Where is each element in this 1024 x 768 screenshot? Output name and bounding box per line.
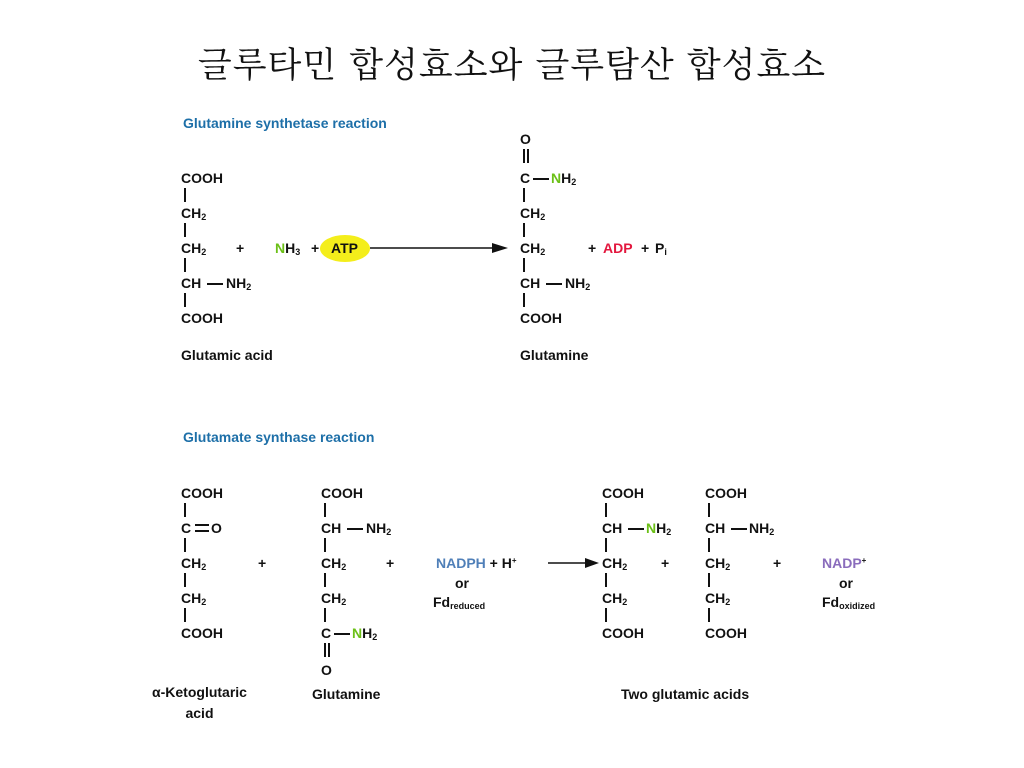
- bond: [184, 503, 186, 517]
- atom-nh2: $NH_2$: [565, 275, 591, 292]
- plus-sign: +: [236, 240, 245, 256]
- pi-label: $P_i$: [655, 240, 667, 257]
- bond: [324, 503, 326, 517]
- reaction-arrow: [548, 555, 600, 571]
- bond: [184, 573, 186, 587]
- atom-cooh: COOH: [181, 170, 223, 186]
- akg-label-line2: acid: [185, 705, 214, 721]
- atom-cooh: COOH: [181, 310, 223, 326]
- double-bond: [195, 524, 209, 526]
- bond: [207, 283, 223, 285]
- atom-ch: CH: [321, 520, 342, 536]
- double-bond: [523, 149, 525, 163]
- bond: [184, 608, 186, 622]
- atom-o: O: [321, 662, 332, 678]
- bond: [731, 528, 747, 530]
- bond: [523, 223, 525, 237]
- atom-nh2: $NH_2$: [366, 520, 392, 537]
- atom-c: C: [181, 520, 192, 536]
- fd-reduced: $Fd_{reduced}$: [433, 594, 486, 611]
- atom-cooh: COOH: [181, 625, 223, 641]
- slide-title: 글루타민 합성효소와 글루탐산 합성효소: [197, 46, 827, 86]
- atom-ch2: $CH_2$: [705, 590, 731, 607]
- bond: [708, 573, 710, 587]
- atom-ch2: $CH_2$: [602, 590, 628, 607]
- atom-ch2: $CH_2$: [321, 590, 347, 607]
- plus-sign: +: [641, 240, 650, 256]
- plus-sign: +: [386, 555, 395, 571]
- nadp-plus: NADP+: [822, 555, 867, 571]
- bond: [605, 538, 607, 552]
- bond: [523, 258, 525, 272]
- or-label: or: [839, 575, 853, 591]
- bond: [184, 223, 186, 237]
- akg-label-line1: α-Ketoglutaric: [152, 684, 247, 700]
- bond: [324, 608, 326, 622]
- atom-ch2: $CH_2$: [181, 240, 207, 257]
- double-bond: [324, 643, 326, 657]
- bond: [533, 178, 549, 180]
- atom-cooh: COOH: [181, 485, 223, 501]
- plus-sign: +: [258, 555, 267, 571]
- atom-ch2: $CH_2$: [181, 590, 207, 607]
- bond: [605, 503, 607, 517]
- atom-ch2: $CH_2$: [520, 240, 546, 257]
- gogat-header: Glutamate synthase reaction: [183, 429, 375, 445]
- atom-ch2: $CH_2$: [705, 555, 731, 572]
- bond: [523, 188, 525, 202]
- atom-ch2: $CH_2$: [602, 555, 628, 572]
- atom-nh2: $NH_2$: [226, 275, 252, 292]
- nadph-h: NADPH + H+: [436, 555, 517, 571]
- bond: [546, 283, 562, 285]
- plus-sign: +: [773, 555, 782, 571]
- glutamic-acid-label: Glutamic acid: [181, 347, 273, 363]
- bond: [184, 258, 186, 272]
- bond: [708, 538, 710, 552]
- atom-c: C: [520, 170, 531, 186]
- atom-cooh: COOH: [705, 485, 747, 501]
- atom-cooh: COOH: [602, 485, 644, 501]
- plus-sign: +: [661, 555, 670, 571]
- atom-ch: CH: [181, 275, 202, 291]
- adp-label: ADP: [603, 240, 633, 256]
- atom-cooh: COOH: [705, 625, 747, 641]
- atom-o: O: [211, 520, 222, 536]
- atom-o: O: [520, 131, 531, 147]
- bond: [184, 188, 186, 202]
- bond: [347, 528, 363, 530]
- two-glutamic-acids-label: Two glutamic acids: [621, 686, 750, 702]
- atom-ch2: $CH_2$: [520, 205, 546, 222]
- fd-oxidized: $Fd_{oxidized}$: [822, 594, 876, 611]
- gs-header: Glutamine synthetase reaction: [183, 115, 387, 131]
- bond: [605, 608, 607, 622]
- atom-ch2: $CH_2$: [181, 555, 207, 572]
- double-bond: [195, 530, 209, 532]
- atom-cooh: COOH: [321, 485, 363, 501]
- reaction-arrow: [370, 240, 510, 256]
- atom-cooh: COOH: [602, 625, 644, 641]
- atom-nh2: $NH_2$: [646, 520, 672, 537]
- atom-ch: CH: [705, 520, 726, 536]
- bond: [523, 293, 525, 307]
- atom-ch: CH: [602, 520, 623, 536]
- glutamine-label: Glutamine: [312, 686, 381, 702]
- bond: [324, 538, 326, 552]
- bond: [708, 503, 710, 517]
- bond: [334, 633, 350, 635]
- plus-sign: +: [588, 240, 597, 256]
- atom-c: C: [321, 625, 332, 641]
- bond: [628, 528, 644, 530]
- double-bond: [527, 149, 529, 163]
- atp-label: ATP: [331, 240, 358, 256]
- atom-ch: CH: [520, 275, 541, 291]
- atom-ch2: $CH_2$: [181, 205, 207, 222]
- bond: [708, 608, 710, 622]
- glutamine-label: Glutamine: [520, 347, 589, 363]
- atom-ch2: $CH_2$: [321, 555, 347, 572]
- bond: [605, 573, 607, 587]
- atom-nh2: $NH_2$: [551, 170, 577, 187]
- atom-nh2: $NH_2$: [749, 520, 775, 537]
- or-label: or: [455, 575, 469, 591]
- nh3: $NH_3$: [275, 240, 301, 257]
- double-bond: [328, 643, 330, 657]
- bond: [324, 573, 326, 587]
- bond: [184, 538, 186, 552]
- plus-sign: +: [311, 240, 320, 256]
- atom-cooh: COOH: [520, 310, 562, 326]
- atom-nh2: $NH_2$: [352, 625, 378, 642]
- bond: [184, 293, 186, 307]
